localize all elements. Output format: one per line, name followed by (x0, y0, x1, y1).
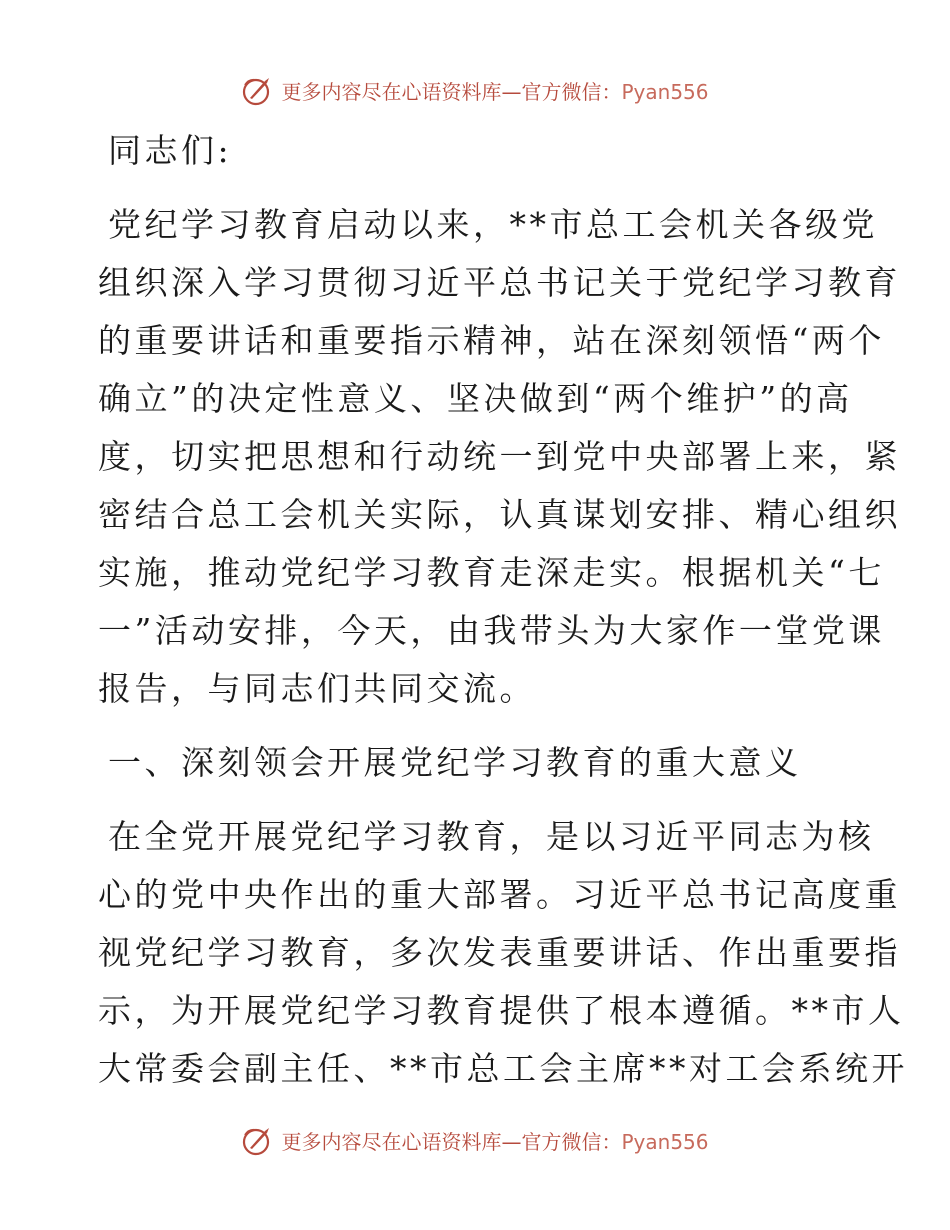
watermark-official: 官方微信： (521, 79, 622, 104)
paragraph-1 (98, 196, 901, 718)
watermark-text (281, 1126, 708, 1155)
paragraph-line: 组织深入学习贯彻习近平总书记关于党纪学习教育 (98, 263, 901, 302)
salutation: 同志们: (108, 131, 233, 170)
watermark-separator: — (501, 1129, 522, 1154)
watermark-account: Pyan556 (621, 1129, 709, 1154)
watermark-account: Pyan556 (621, 79, 709, 104)
paragraph-line: 大常委会副主任、**市总工会主席**对工会系统开 (98, 1049, 908, 1088)
paragraph-line: 示，为开展党纪学习教育提供了根本遵循。**市人 (98, 991, 905, 1030)
paragraph-line: 在全党开展党纪学习教育，是以习近平同志为核 (108, 817, 875, 856)
paragraph-line: 党纪学习教育启动以来，**市总工会机关各级党 (108, 205, 878, 244)
quill-logo-icon (241, 73, 275, 107)
paragraph-line: 视党纪学习教育，多次发表重要讲话、作出重要指 (98, 933, 901, 972)
paragraph-line: 度，切实把思想和行动统一到党中央部署上来，紧 (98, 437, 901, 476)
section-heading: 一、深刻领会开展党纪学习教育的重大意义 (108, 743, 802, 782)
paragraph-2 (98, 808, 908, 1098)
watermark-separator: — (501, 79, 522, 104)
watermark-footer (0, 1120, 950, 1160)
paragraph-line: 报告，与同志们共同交流。 (98, 669, 536, 708)
paragraph-line: 一”活动安排，今天，由我带头为大家作一堂党课 (98, 611, 885, 650)
watermark-brand: 更多内容尽在心语资料库 (281, 79, 502, 104)
quill-logo-icon (241, 1123, 275, 1157)
paragraph-line: 实施，推动党纪学习教育走深走实。根据机关“七 (98, 553, 885, 592)
watermark-brand: 更多内容尽在心语资料库 (281, 1129, 502, 1154)
paragraph-line: 确立”的决定性意义、坚决做到“两个维护”的高 (98, 379, 853, 418)
paragraph-line: 的重要讲话和重要指示精神，站在深刻领悟“两个 (98, 321, 885, 360)
document-body (98, 122, 908, 1098)
paragraph-line: 密结合总工会机关实际，认真谋划安排、精心组织 (98, 495, 901, 534)
watermark-text (281, 76, 708, 105)
paragraph-line: 心的党中央作出的重大部署。习近平总书记高度重 (98, 875, 901, 914)
watermark-official: 官方微信： (521, 1129, 622, 1154)
watermark-header (0, 70, 950, 110)
